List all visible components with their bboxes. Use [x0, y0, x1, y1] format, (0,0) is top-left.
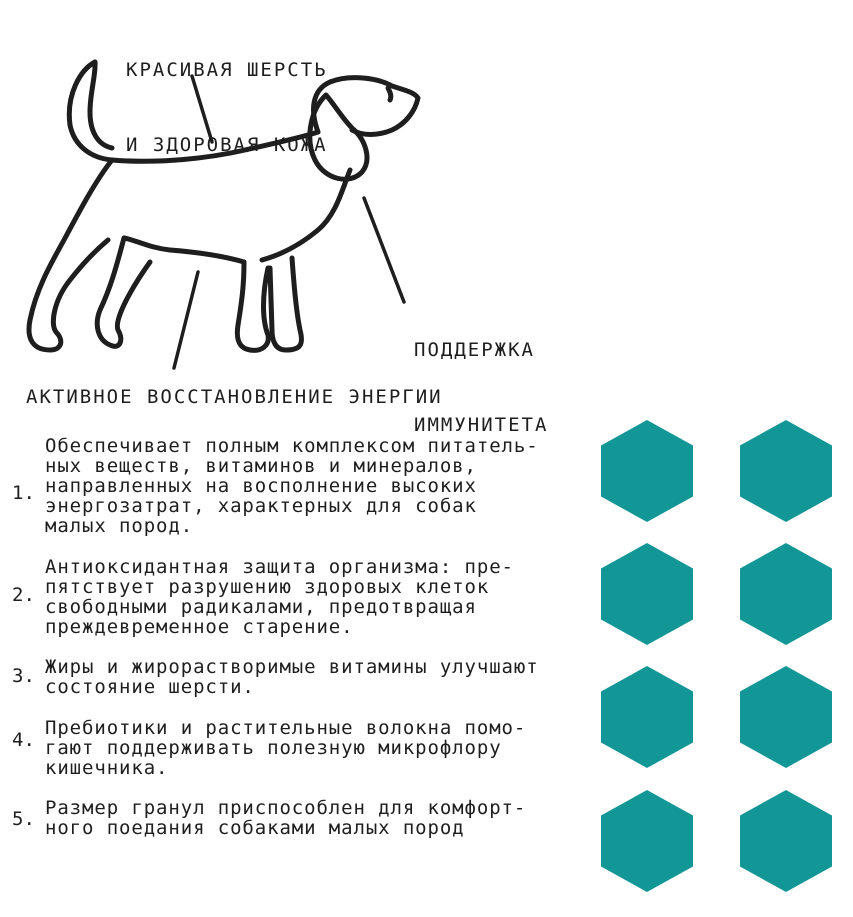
hexagon-icon	[740, 420, 832, 522]
benefit-number: 5.	[12, 808, 35, 830]
benefit-text: Обеспечивает полным комплексом питатель- ных веществ, витаминов и минералов, направленных на восполнение высоких энергозатрат, характерных для собак малых пород.	[45, 435, 539, 537]
hexagon-icon	[740, 666, 832, 768]
benefit-number: 2.	[12, 584, 35, 606]
callout-coat	[126, 8, 328, 183]
hexagon-icon	[601, 790, 693, 892]
callout-immunity-line1: ПОДДЕРЖКА	[414, 339, 535, 361]
hexagon-icon	[601, 420, 693, 522]
benefit-number: 3.	[12, 665, 35, 687]
callout-immunity-line2: ИММУНИТЕТА	[414, 414, 549, 436]
hexagon-icon	[601, 543, 693, 645]
callout-coat-line1: КРАСИВАЯ ШЕРСТЬ	[126, 59, 328, 81]
benefit-text: Жиры и жирорастворимые витамины улучшают состояние шерсти.	[45, 656, 539, 698]
callout-energy: АКТИВНОЕ ВОССТАНОВЛЕНИЕ ЭНЕРГИИ	[26, 386, 443, 408]
hexagon-icon	[740, 543, 832, 645]
benefit-number: 1.	[12, 482, 35, 504]
hexagon-icon	[740, 790, 832, 892]
callout-coat-line2: И ЗДОРОВАЯ КОЖА	[126, 134, 328, 156]
hexagon-icon	[601, 666, 693, 768]
benefit-text: Пребиотики и растительные волокна помо- гают поддерживать полезную микрофлору кишечника.	[45, 717, 527, 779]
benefit-text: Антиоксидантная защита организма: пре- пятствует разрушению здоровых клеток свободными радикалами, предотвращая преждевременное старение.	[45, 556, 514, 638]
benefit-number: 4.	[12, 729, 35, 751]
benefit-text: Размер гранул приспособлен для комфорт- ного поедания собаками малых пород	[45, 797, 527, 839]
